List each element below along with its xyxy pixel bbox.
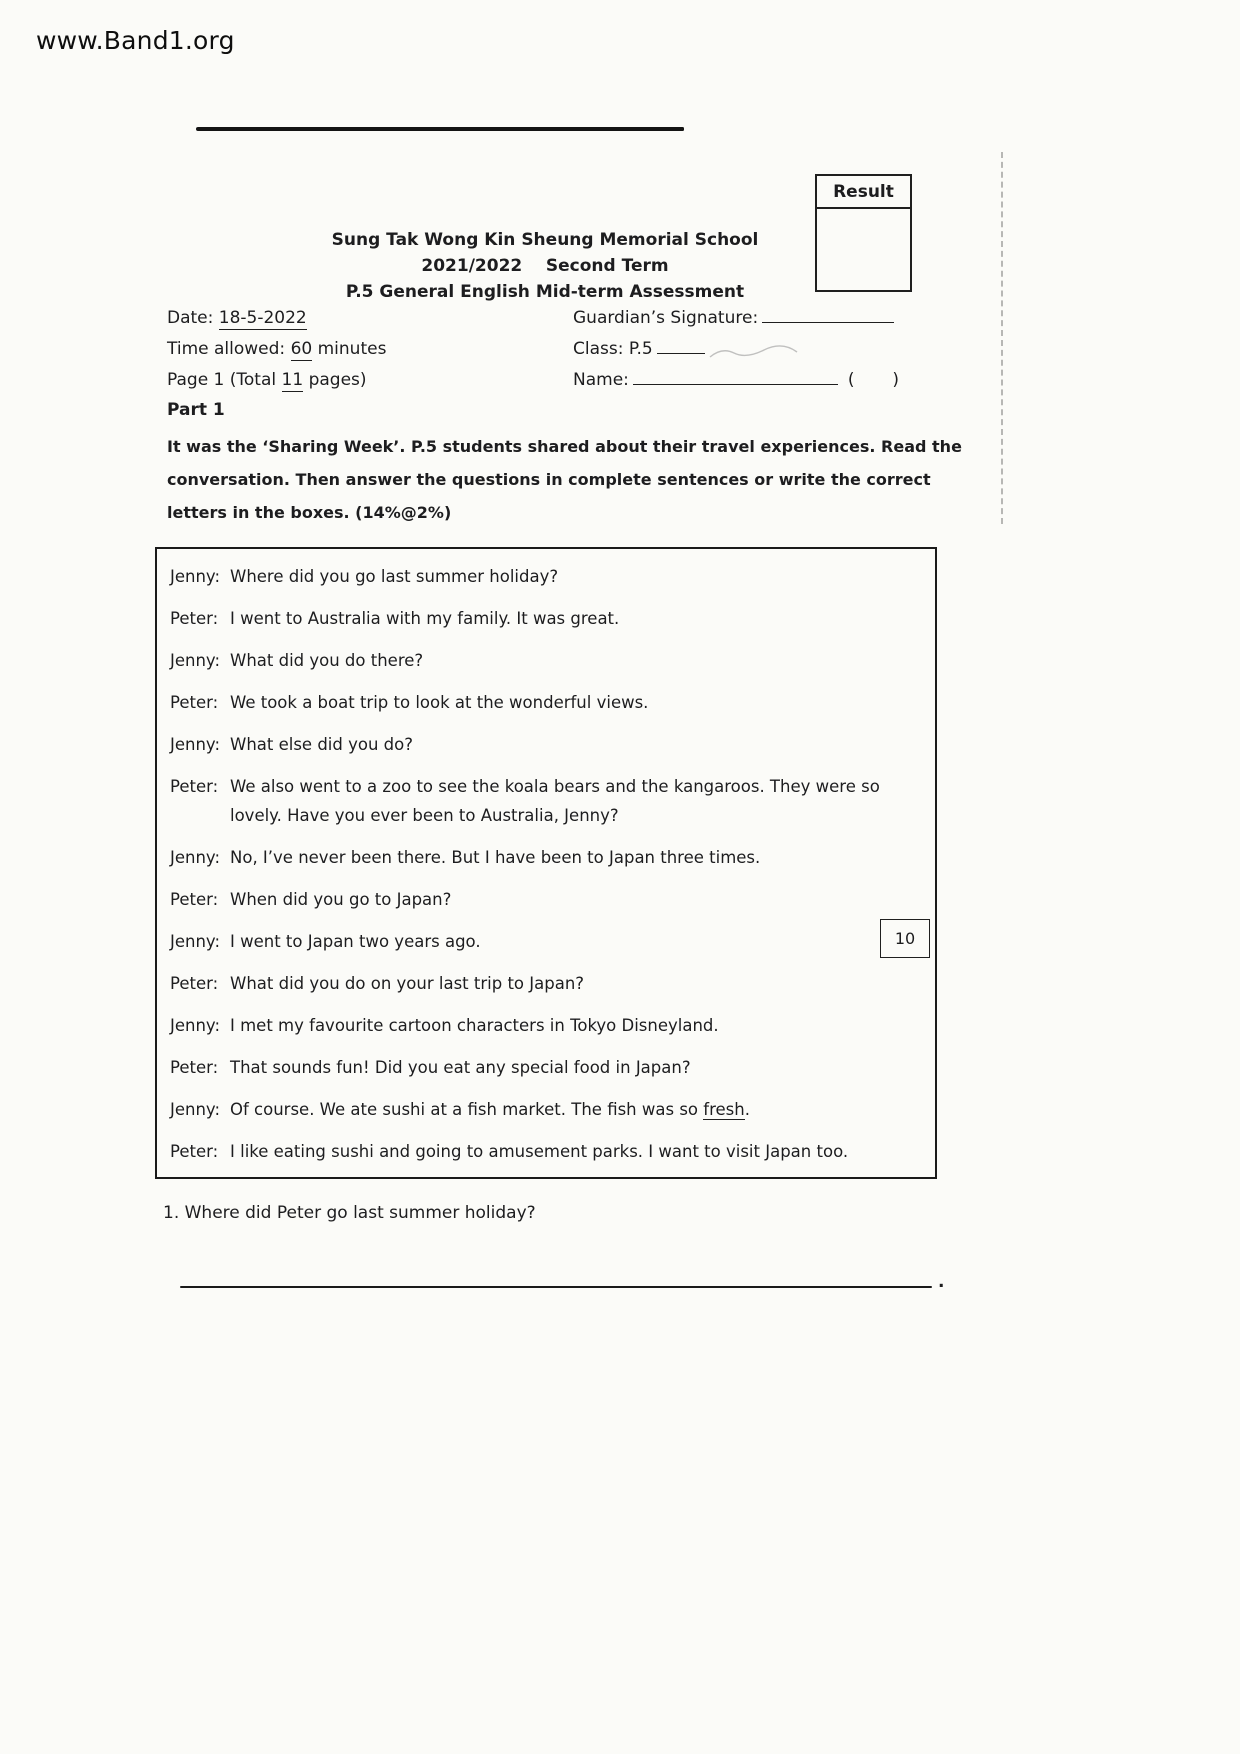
conversation-line: [170, 1137, 925, 1166]
time-value: 60: [290, 339, 313, 359]
date-value: 18-5-2022: [218, 308, 307, 328]
name-row: [573, 368, 899, 399]
speaker-label: Peter:: [170, 1142, 219, 1161]
speaker-label: Peter:: [170, 693, 219, 712]
dialogue-text-after: .: [744, 1100, 750, 1119]
dialogue-text: That sounds fun! Did you eat any special food in Japan?: [230, 1058, 691, 1077]
term-line: 2021/2022 Second Term: [421, 256, 669, 276]
dialogue-text: We also went to a zoo to see the koala bears and the kangaroos. They were so lovely. Have you ever been to Australia, Jenny?: [230, 777, 880, 825]
time-allowed-row: [167, 339, 386, 370]
scan-artifact-line: [196, 127, 684, 131]
question-1: 1. Where did Peter go last summer holiday?: [163, 1203, 536, 1223]
class-number-brackets: ( ): [847, 370, 899, 390]
conversation-line: [170, 688, 925, 717]
page-label-after: pages): [303, 370, 367, 390]
class-blank: [657, 337, 705, 354]
conversation-line: [170, 772, 925, 830]
dialogue-text: What else did you do?: [230, 735, 413, 754]
conversation-line: [170, 927, 925, 956]
pencil-mark: [708, 344, 800, 362]
speaker-label: Jenny:: [170, 735, 221, 754]
page-count-row: [167, 370, 386, 401]
dialogue-text: I like eating sushi and going to amusement parks. I want to visit Japan too.: [230, 1142, 849, 1161]
speaker-label: Jenny:: [170, 1100, 221, 1119]
dialogue-text: When did you go to Japan?: [230, 890, 452, 909]
date-row: [167, 308, 386, 339]
underlined-word: fresh: [703, 1100, 745, 1119]
date-label: Date:: [167, 308, 219, 328]
speaker-label: Peter:: [170, 974, 219, 993]
speaker-label: Jenny:: [170, 567, 221, 586]
conversation-line: [170, 1011, 925, 1040]
guardian-label: Guardian’s Signature:: [573, 308, 759, 328]
dialogue-text: We took a boat trip to look at the wonderful views.: [230, 693, 649, 712]
speaker-label: Jenny:: [170, 848, 221, 867]
result-label: Result: [817, 176, 910, 209]
speaker-label: Peter:: [170, 777, 219, 796]
speaker-label: Jenny:: [170, 1016, 221, 1035]
speaker-label: Peter:: [170, 890, 219, 909]
watermark: www.Band1.org: [36, 26, 235, 55]
part1-instructions: It was the ‘Sharing Week’. P.5 students shared about their travel experiences. Read the conversation. Then answer the questions in complete sentences or write the correct letters in the boxes. (14%@2%): [167, 437, 962, 522]
conversation-line: [170, 646, 925, 675]
speaker-label: Peter:: [170, 609, 219, 628]
conversation-line: [170, 885, 925, 914]
conversation-line: [170, 730, 925, 759]
page-total: 11: [281, 370, 304, 390]
answer-line: [180, 1286, 932, 1288]
name-label: Name:: [573, 370, 629, 390]
dialogue-text: I went to Japan two years ago.: [230, 932, 481, 951]
page-label: Page 1 (Total: [167, 370, 282, 390]
speaker-label: Jenny:: [170, 932, 221, 951]
score-value: 10: [894, 929, 916, 948]
meta-left-column: [167, 308, 386, 401]
dialogue-text: What did you do there?: [230, 651, 424, 670]
answer-line-period: .: [938, 1272, 945, 1292]
dialogue-text: [230, 1095, 925, 1124]
conversation-line: [170, 562, 925, 591]
dialogue-text: Where did you go last summer holiday?: [230, 567, 559, 586]
conversation-line: [170, 969, 925, 998]
part1-heading: Part 1: [167, 400, 225, 420]
school-name: Sung Tak Wong Kin Sheung Memorial School: [331, 230, 759, 250]
assessment-title: P.5 General English Mid-term Assessment: [345, 282, 745, 302]
conversation-line: [170, 1095, 925, 1124]
scan-artifact-dashes: [1001, 152, 1003, 524]
conversation-line: [170, 843, 925, 872]
conversation-line: [170, 1053, 925, 1082]
dialogue-text-before: Of course. We ate sushi at a fish market. The fish was so: [230, 1100, 704, 1119]
guardian-signature-blank: [762, 306, 894, 323]
guardian-signature-row: [573, 306, 899, 337]
time-unit: minutes: [312, 339, 387, 359]
dialogue-text: No, I’ve never been there. But I have been to Japan three times.: [230, 848, 761, 867]
dialogue-text: What did you do on your last trip to Japan?: [230, 974, 585, 993]
conversation-line: [170, 604, 925, 633]
score-box: [880, 919, 930, 958]
speaker-label: Jenny:: [170, 651, 221, 670]
speaker-label: Peter:: [170, 1058, 219, 1077]
class-label: Class: P.5: [573, 339, 653, 359]
dialogue-text: I met my favourite cartoon characters in Tokyo Disneyland.: [230, 1016, 719, 1035]
conversation-box: [155, 547, 937, 1179]
name-blank: [633, 368, 838, 385]
dialogue-text: I went to Australia with my family. It was great.: [230, 609, 620, 628]
time-label: Time allowed:: [167, 339, 291, 359]
exam-header: [245, 227, 845, 305]
